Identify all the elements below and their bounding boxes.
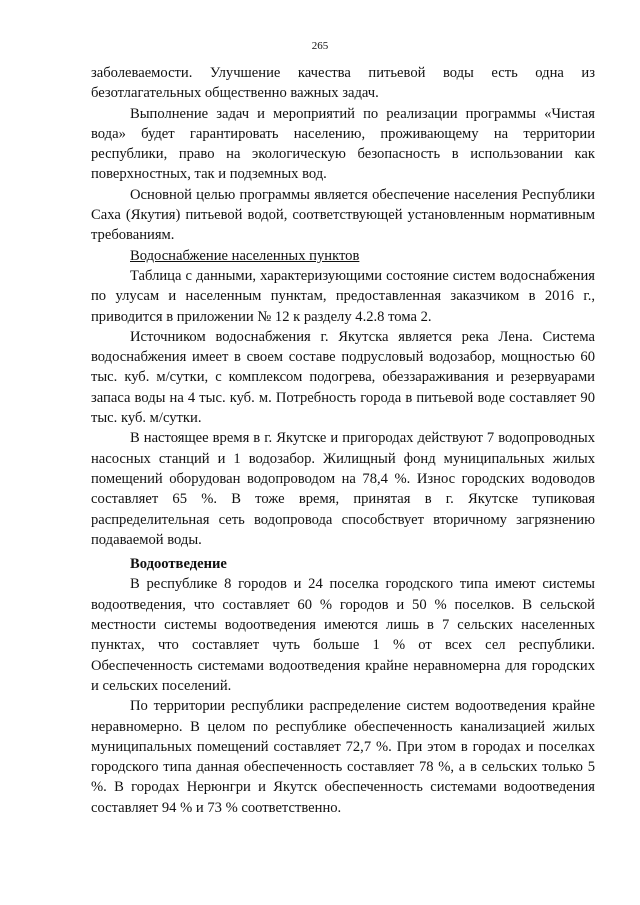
paragraph-yakutsk-source: Источником водоснабжения г. Якутска является река Лена. Система водоснабжения имеет в своем составе подрусловый водозабор, мощностью 60 тыс. куб. м/сутки, с комплексом подогрева, обеззараживания и резервуарами запаса воды на 4 тыс. куб. м. Потребность города в питьевой воде составляет 90 тыс. куб. м/сутки. — [91, 328, 595, 427]
paragraph-program-purpose: Основной целью программы является обеспечение населения Республики Саха (Якутия) питьевой водой, соответствующей установленным нормативным требованиям. — [91, 186, 595, 244]
paragraph-sewerage-distribution: По территории республики распределение систем водоотведения крайне неравномерно. В целом по республике обеспеченность канализацией жилых муниципальных помещений составляет 72,7 %. При этом в городах и поселках городского типа данная обеспеченность составляет 78 %, а в сельских только 5 %. В городах Нерюнгри и Якутск обеспеченность системами водоотведения составляет 94 % и 73 % соответственно. — [91, 698, 595, 816]
page-number: 265 — [311, 40, 329, 52]
paragraph-continuation: заболеваемости. Улучшение качества питьевой воды есть одна из безотлагательных общественно важных задач. — [91, 65, 595, 102]
paragraph-program-goals: Выполнение задач и мероприятий по реализации программы «Чистая вода» будет гарантировать населению, проживающему на территории республики, право на экологическую безопасность в использовании как поверхностных, так и подземных вод. — [91, 105, 595, 183]
paragraph-table-reference: Таблица с данными, характеризующими состояние систем водоснабжения по улусам и населенным пунктам, предоставленная заказчиком в 2016 г., приводится в приложении № 12 к разделу 4.2.8 тома 2. — [91, 267, 595, 325]
paragraph-sewerage-coverage: В республике 8 городов и 24 поселка городского типа имеют системы водоотведения, что составляет 60 % городов и 50 % поселков. В сельской местности системы водоотведения имеются лишь в 7 сельских населенных пунктах, что составляет чуть больше 1 % от всех сел республики. Обеспеченность системами водоотведения крайне неравномерна для городских и сельских поселений. — [91, 576, 595, 694]
paragraph-pumping-stations: В настоящее время в г. Якутске и пригородах действуют 7 водопроводных насосных станций и 1 водозабор. Жилищный фонд муниципальных жилых помещений оборудован водопроводом на 78,4 %. Износ городских водоводов составляет 65 %. В тоже время, принятая в г. Якутске тупиковая распределительная сеть водопровода способствует вторичному загрязнению подаваемой воды. — [91, 430, 595, 548]
section-subheading-water-supply: Водоснабжение населенных пунктов — [130, 247, 360, 264]
section-heading-sewerage: Водоотведение — [130, 556, 227, 573]
document-body — [91, 63, 595, 818]
